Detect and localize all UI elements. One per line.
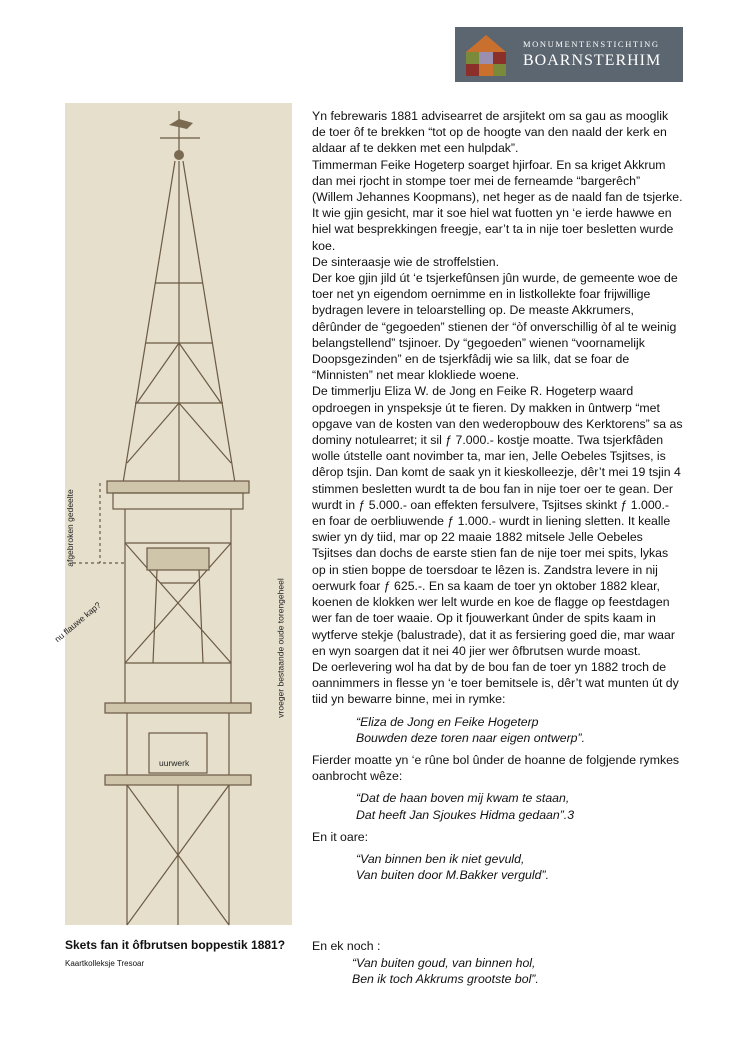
paragraph-7: Fierder moatte yn ‘e rûne bol ûnder de hoanne de folgjende rymkes oanbrocht wêze: bbox=[312, 752, 680, 784]
poem-1-line-1: “Eliza de Jong en Feike Hogeterp bbox=[356, 714, 539, 729]
figure-credit: Kaartkolleksje Tresoar bbox=[65, 959, 145, 968]
poem-4 bbox=[352, 955, 539, 987]
paragraph-4: Der koe gjin jild út ‘e tsjerkefûnsen jûn wurde, de gemeente woe de toer net yn eigendom oernimme en in listkollekte foar frijwillige bydragen levere in teloarstelling op. De measte Akkrumers, dêrûnder de “gegoeden” stienen der “òf onverschillig òf al te weinig belangstellend” tsjinoer. Dy “gegoeden” wienen “voornamelijk Doopsgezinden” en de tsjerkfâdij wie sa lilk, dat se foar de “Minnisten” net mear klokliede woene. bbox=[312, 271, 678, 383]
annotation-flauwe-kap: nu flauwe kap? bbox=[52, 599, 103, 645]
tower-drawing bbox=[65, 103, 292, 925]
logo-line1: MONUMENTENSTICHTING bbox=[523, 38, 660, 49]
logo-mark-icon bbox=[463, 32, 509, 78]
annotation-afgebroken: afgebroken gedeelte bbox=[64, 489, 75, 567]
paragraph-9: En ek noch : bbox=[312, 939, 381, 953]
logo-line2: BOARNSTERHIM bbox=[523, 52, 662, 70]
paragraph-1: Yn febrewaris 1881 advisearret de arsjitekt om sa gau as mooglik de toer ôf te brekken “tot op de hoogte van den naald der kerk en aldaar af te dekken met een hulpdak”. bbox=[312, 109, 669, 156]
paragraph-6: De oerlevering wol ha dat by de bou fan de toer yn 1882 troch de oannimmers in flesse yn ‘e toer bemitsele is, dêr’t wat munten út dy tiid yn bewarre binne, mei in rymke: bbox=[312, 659, 679, 707]
poem-1 bbox=[356, 714, 684, 746]
poem-1-line-2: Bouwden deze toren naar eigen ontwerp”. bbox=[356, 730, 586, 745]
paragraph-5: De timmerlju Eliza W. de Jong en Feike R. Hogeterp waard opdroegen in ynspeksje út te fieren. Dy makken in ûntwerp “met opgave van de kosten van den wederopbouw des Kerktorens” sa as dominy notulearret; it sil ƒ 7.000.- kostje moatte. Twa tsjerkfâden wolle útstelle oant novimber ta, mar ien, Jelle Oebeles Tsjitses, is dêrop tsjin. Dan komt de saak yn it kieskolleezje, dêr’t mei 19 tsjin 4 stimmen besletten wurdt ta de bou fan in nije toer oer te gean. Der wurdt in ƒ 5.000.- oan effekten fersulvere, Tsjitses skinkt ƒ 1.000.- en foar de oerbliuwende ƒ 1.000.- wurdt in liening sletten. It kealle swier yn dy tiid, mar op 22 maaie 1882 mitsele Jelle Oebeles Tsjitses dan dochs de earste stien fan de nije toer mei spits, lykas op in stien boppe de toersdoar te lêzen is. Zandstra levere in nij oerwurk foar ƒ 625.-. En sa kaam de toer yn oktober 1882 klear, koenen de klokken wer lelt wurde en koe de flagge op feestdagen wer fan de toer waaie. Op it fjouwerkant ûnder de spits kaam in wytferve stekje (balustrade), dat it as fersiering goed die, mar waar en wyn soargen dat it nei 40 jier wer ôfbrutsen wurde moast. bbox=[312, 384, 683, 658]
paragraph-2: Timmerman Feike Hogeterp soarget hjirfoar. En sa kriget Akkrum dan mei rjocht in stompe toer mei de ferneamde “bargerêch” (Willem Jehannes Koopmans), net heger as de naald fan de tsjerke. It wie gjin gesicht, mar it soe hiel wat fuotten yn ‘e ierde hawwe en hiel wat besprekkingen freegje, ear’t ta in nije toer besletten wurde koe. bbox=[312, 157, 683, 253]
poem-4-line-1: “Van buiten goud, van binnen hol, bbox=[352, 956, 536, 970]
foundation-logo bbox=[455, 27, 683, 82]
poem-3-line-2: Van buiten door M.Bakker verguld”. bbox=[356, 868, 549, 883]
poem-2 bbox=[356, 790, 684, 822]
poem-3 bbox=[356, 851, 684, 883]
article-body bbox=[312, 108, 684, 889]
tower-sketch bbox=[52, 103, 292, 925]
poem-2-line-2: Dat heeft Jan Sjoukes Hidma gedaan”.3 bbox=[356, 807, 575, 822]
poem-3-line-1: “Van binnen ben ik niet gevuld, bbox=[356, 851, 525, 866]
annotation-uurwerk: uurwerk bbox=[159, 758, 190, 768]
paragraph-8: En it oare: bbox=[312, 829, 369, 844]
poem-2-line-1: “Dat de haan boven mij kwam te staan, bbox=[356, 791, 570, 806]
annotation-torengeheel: vroeger bestaande oude torengeheel bbox=[275, 578, 286, 718]
poem-4-line-2: Ben ik toch Akkrums grootste bol”. bbox=[352, 972, 539, 987]
figure-caption: Skets fan it ôfbrutsen boppestik 1881? bbox=[65, 938, 286, 952]
paragraph-3: De sinteraasje wie de stroffelstien. bbox=[312, 254, 500, 269]
